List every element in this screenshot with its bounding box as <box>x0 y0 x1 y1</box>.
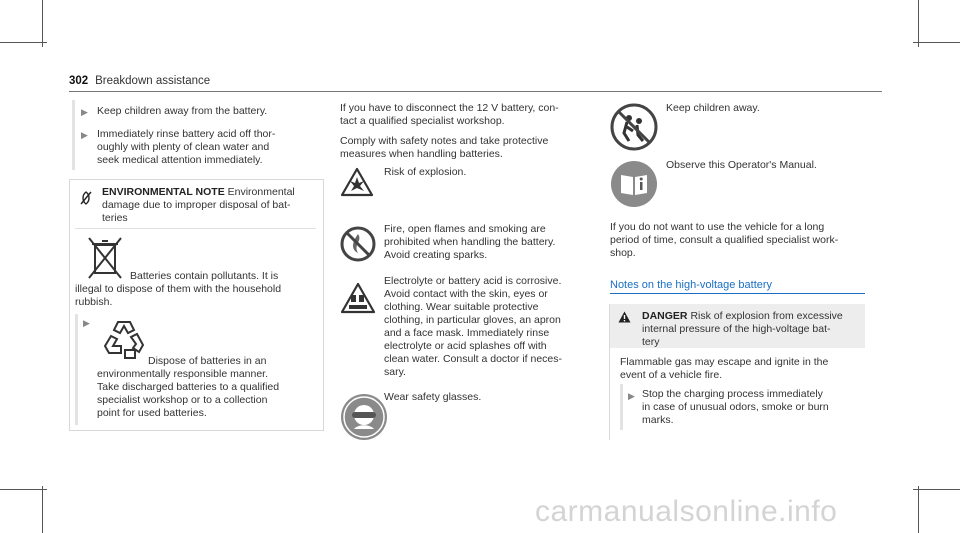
danger-body-text: Flammable gas may escape and ignite in the event of a vehicle fire. <box>620 356 829 381</box>
recycle-icon <box>101 318 147 362</box>
danger-bullet-text: Stop the charging process immediately in case of unusual odors, smoke or burn marks. <box>642 388 829 426</box>
environment-icon <box>80 191 92 205</box>
crop-mark <box>913 42 960 43</box>
crop-mark <box>918 486 919 533</box>
observe-manual-text: Observe this Operator's Manual. <box>666 159 817 171</box>
bullet-bar <box>75 314 78 425</box>
keep-children-away-icon <box>610 103 658 151</box>
bullet-arrow-icon: ▶ <box>81 130 88 140</box>
consult-text: If you do not want to use the vehicle for a long period of time, consult a qualified specialist work- shop. <box>610 221 839 259</box>
recycle-text: environmentally responsible manner. Take discharged batteries to a qualified specialist workshop or to a collection point for used batteries. <box>97 368 280 419</box>
comply-text: Comply with safety notes and take protective measures when handling batteries. <box>340 135 549 160</box>
recycle-text: Dispose of batteries in an <box>148 355 267 367</box>
warning-text: Fire, open flames and smoking are prohibited when handling the battery. Avoid creating sparks. <box>384 223 556 261</box>
safety-glasses-icon <box>340 393 388 441</box>
note-divider <box>75 228 316 229</box>
warning-text: Electrolyte or battery acid is corrosive. Avoid contact with the skin, eyes or clothing. Wear suitable protective clothing, in particular gloves, an apron and a face mask. Immediately rinse electrolyte or acid splashes off with clean water. Consult a doctor if neces- sary. <box>384 275 563 378</box>
section-heading: Notes on the high-voltage battery <box>610 279 773 291</box>
watermark: carmanualsonline.info <box>535 495 838 528</box>
bin-text: illegal to dispose of them with the household rubbish. <box>75 283 282 308</box>
crossed-bin-icon <box>86 235 124 281</box>
crop-mark <box>0 489 47 490</box>
page-header <box>69 75 210 87</box>
bullet-bar <box>72 100 75 170</box>
crop-mark <box>42 486 43 533</box>
bullet-bar <box>620 384 623 430</box>
bullet-text: Immediately rinse battery acid off thor- oughly with plenty of clean water and seek medical attention immediately. <box>97 128 276 166</box>
page-number: 302 <box>69 75 89 87</box>
warning-triangle-icon <box>618 311 631 323</box>
danger-text: DANGER Risk of explosion from excessive internal pressure of the high-voltage bat- tery <box>642 310 843 348</box>
explosion-icon <box>340 167 374 197</box>
bin-text: Batteries contain pollutants. It is <box>130 270 279 282</box>
warning-text: Risk of explosion. <box>384 166 467 178</box>
crop-mark <box>918 0 919 47</box>
corrosive-icon <box>340 282 376 314</box>
crop-mark <box>0 42 47 43</box>
bullet-arrow-icon: ▶ <box>628 391 635 401</box>
no-fire-icon <box>339 225 377 263</box>
bullet-arrow-icon: ▶ <box>81 107 88 117</box>
operator-manual-icon <box>610 160 658 208</box>
intro-text: If you have to disconnect the 12 V battery, con- tact a qualified specialist workshop. <box>340 102 559 127</box>
section-title: Breakdown assistance <box>95 75 211 87</box>
header-rule <box>69 91 882 92</box>
crop-mark <box>913 489 960 490</box>
keep-children-text: Keep children away. <box>666 102 760 114</box>
section-heading-rule <box>610 293 865 294</box>
warning-text: Wear safety glasses. <box>384 391 482 403</box>
env-note-text: ENVIRONMENTAL NOTE Environmental damage due to improper disposal of bat- teries <box>102 186 295 224</box>
crop-mark <box>42 0 43 47</box>
bullet-arrow-icon: ▶ <box>83 318 90 328</box>
bullet-text: Keep children away from the battery. <box>97 105 268 117</box>
